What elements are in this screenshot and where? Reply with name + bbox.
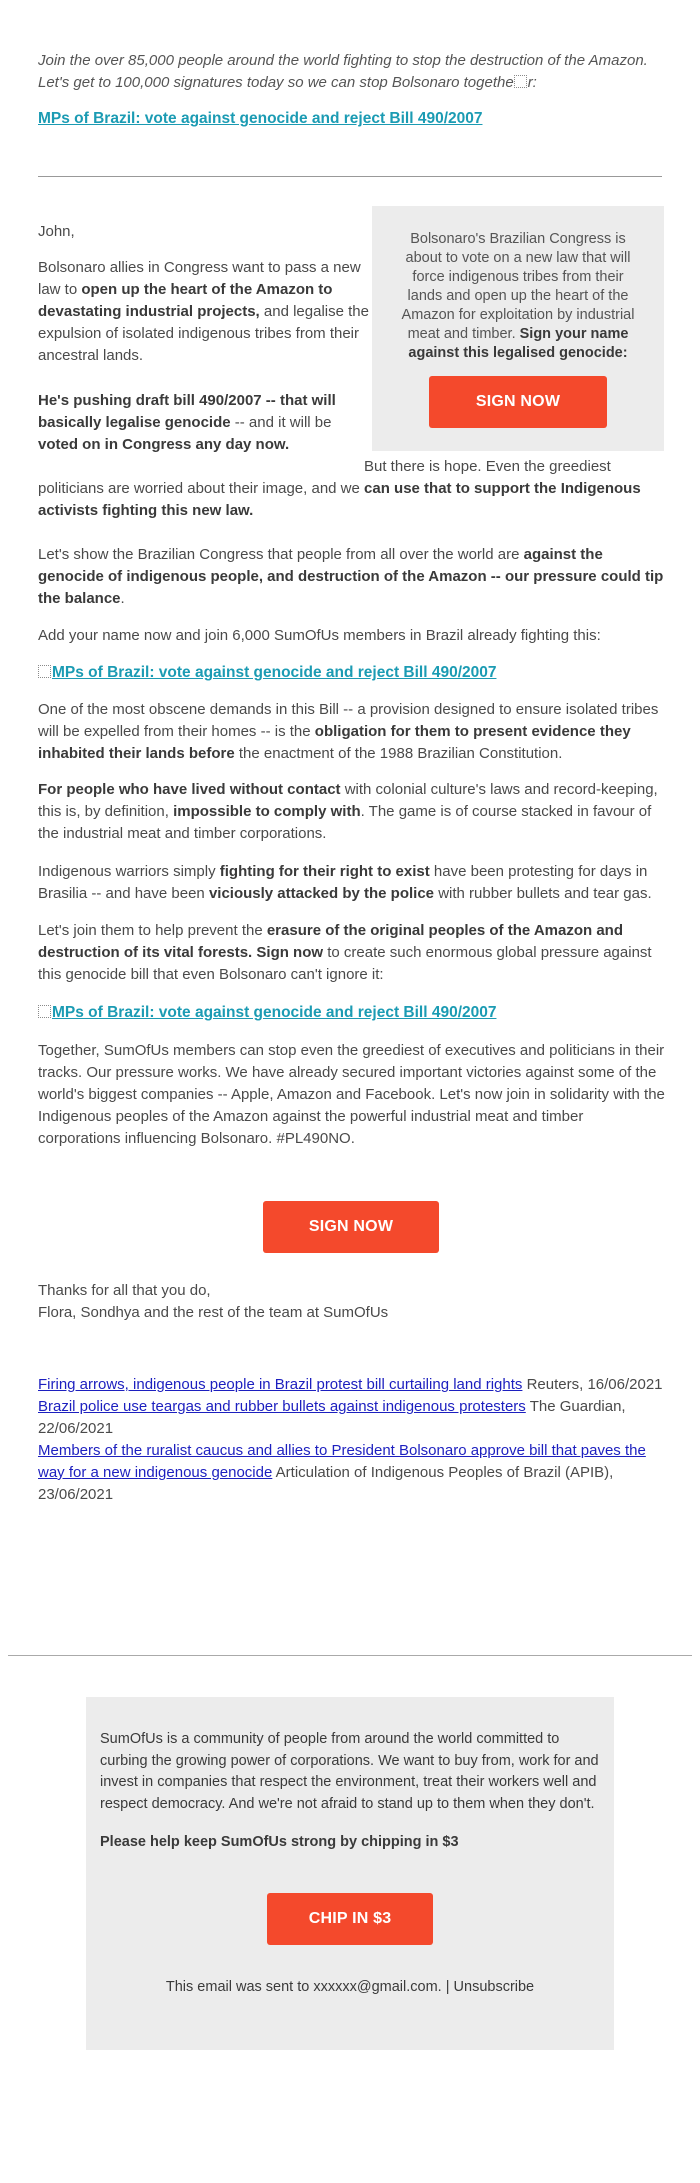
p7-text-c: have been protesting for days in Brasilia -- and have been — [38, 863, 648, 902]
sidebar-bold-text: Sign your name against this legalised genocide: — [408, 326, 629, 361]
chip-in-button[interactable]: CHIP IN $3 — [267, 1893, 433, 1945]
broken-image-icon — [38, 665, 51, 678]
paragraph-7 — [38, 861, 668, 905]
intro-line-2-end: r: — [527, 74, 537, 91]
p3-bold: against the genocide of indigenous people, and destruction of the Amazon -- our pressure could tip the balance — [38, 546, 664, 607]
paragraph-2-part-1 — [38, 390, 364, 456]
footer-box — [86, 1697, 614, 2050]
reference-source: Reuters, 16/06/2021 — [526, 1376, 663, 1393]
p2-bold-e: can use that to support the Indigenous activists fighting this new law. — [38, 480, 641, 519]
intro-line-1: Join the over 85,000 people around the world fighting to stop the destruction of the Amazon. — [38, 52, 648, 69]
intro-line-2 — [38, 72, 668, 94]
recipient-email: xxxxxx@gmail.com. — [313, 1978, 442, 1995]
sidebar-text: Bolsonaro's Brazilian Congress is about to vote on a new law that will force indigenous tribes from their lands and open up the heart of the Amazon for exploitation by industrial meat and timber. — [401, 231, 635, 342]
petition-link-top[interactable]: MPs of Brazil: vote against genocide and reject Bill 490/2007 — [38, 110, 483, 127]
p5-text-a: One of the most obscene demands in this Bill -- a provision designed to ensure isolated tribes will be expelled from their homes -- is the — [38, 701, 659, 740]
p2-bold-a: He's pushing draft bill 490/2007 -- that will basically legalise genocide — [38, 392, 336, 431]
petition-link-3[interactable]: MPs of Brazil: vote against genocide and reject Bill 490/2007 — [52, 1004, 497, 1021]
p8-text-d: to create such enormous global pressure against this genocide bill that even Bolsonaro can't ignore it: — [38, 944, 652, 983]
p1-text-c: and legalise the expulsion of isolated indigenous tribes from their ancestral lands. — [38, 303, 369, 364]
p6-text-d: . The game is of course stacked in favour of the industrial meat and timber corporations. — [38, 803, 652, 842]
broken-image-icon — [38, 1005, 51, 1018]
paragraph-1 — [38, 257, 370, 367]
p7-text-e: with rubber bullets and tear gas. — [438, 885, 652, 902]
paragraph-3 — [38, 544, 668, 610]
sent-prefix: This email was sent to — [165, 1978, 310, 1995]
footer-about: SumOfUs is a community of people from around the world committed to curbing the growing power of corporations. We want to buy from, work for and invest in companies that respect the environment, treat their workers well and respect democracy. And we're not afraid to stand up to them when they don't. — [100, 1731, 599, 1812]
p1-text-a: Bolsonaro allies in Congress want to pass a new law to — [38, 259, 361, 298]
petition-link-3-row — [38, 1002, 668, 1024]
p6-text-b: with colonial culture's laws and record-keeping, this is, by definition, — [38, 781, 658, 820]
unsubscribe-link[interactable]: Unsubscribe — [453, 1978, 535, 1995]
reference-source: Articulation of Indigenous Peoples of Brazil (APIB), 23/06/2021 — [38, 1464, 614, 1503]
thanks-line-2: Flora, Sondhya and the rest of the team at SumOfUs — [38, 1304, 389, 1321]
paragraph-4: Add your name now and join 6,000 SumOfUs members in Brazil already fighting this: — [38, 627, 601, 644]
p5-bold: obligation for them to present evidence they inhabited their lands before — [38, 723, 631, 762]
p7-text-a: Indigenous warriors simply — [38, 863, 216, 880]
p1-bold: open up the heart of the Amazon to devastating industrial projects, — [38, 281, 333, 320]
separator: | — [445, 1978, 450, 1995]
greeting: John, — [38, 223, 75, 240]
reference-link[interactable]: Firing arrows, indigenous people in Brazil protest bill curtailing land rights — [38, 1376, 523, 1393]
p6-bold-c: impossible to comply with — [173, 803, 361, 820]
thanks-line-1: Thanks for all that you do, — [38, 1282, 211, 1299]
references-list — [38, 1374, 668, 1506]
p5-text-c: the enactment of the 1988 Brazilian Constitution. — [238, 745, 563, 762]
p2-text-d: But there is hope. Even the greediest politicians are worried about their image, and we — [38, 458, 611, 497]
reference-link[interactable]: Brazil police use teargas and rubber bullets against indigenous protesters — [38, 1398, 526, 1415]
reference-item — [38, 1440, 668, 1506]
footer-divider — [8, 1655, 692, 1656]
p7-bold-d: viciously attacked by the police — [208, 885, 435, 902]
p3-period: . — [120, 590, 125, 607]
paragraph-5 — [38, 699, 668, 765]
p6-bold-a: For people who have lived without contact — [38, 781, 341, 798]
paragraph-9: Together, SumOfUs members can stop even the greediest of executives and politicians in their tracks. Our pressure works. We have already secured important victories against some of the world's biggest companies -- Apple, Amazon and Facebook. Let's now join in solidarity with the Indigenous peoples of the Amazon against the powerful industrial meat and timber corporations influencing Bolsonaro. #PL490NO. — [38, 1042, 665, 1147]
float-spacer — [38, 456, 364, 478]
paragraph-2-part-2 — [38, 456, 668, 522]
reference-item — [38, 1374, 668, 1396]
paragraph-6 — [38, 779, 668, 845]
intro-text — [38, 50, 668, 94]
intro-line-2-text: Let's get to 100,000 signatures today so we can stop Bolsonaro togethe — [38, 74, 514, 91]
p2-bold-c: voted on in Congress any day now. — [38, 436, 290, 453]
p8-bold-b: erasure of the original peoples of the Amazon and destruction of its vital forests. — [38, 922, 624, 961]
petition-link-2-row — [38, 662, 668, 684]
sign-now-button[interactable]: SIGN NOW — [263, 1201, 439, 1253]
sign-now-button-sidebar[interactable]: SIGN NOW — [429, 376, 607, 428]
p8-text-a: Let's join them to help prevent the — [38, 922, 263, 939]
reference-item — [38, 1396, 668, 1440]
divider — [38, 176, 662, 177]
footer-sent-line — [100, 1977, 600, 1999]
p2-text-b: -- and it will be — [234, 414, 332, 431]
p3-text-a: Let's show the Brazilian Congress that people from all over the world are — [38, 546, 520, 563]
broken-image-icon — [514, 75, 527, 88]
reference-link[interactable]: Members of the ruralist caucus and allies to President Bolsonaro approve bill that paves the way for a new indigenous genocide — [38, 1442, 646, 1481]
petition-link-2[interactable]: MPs of Brazil: vote against genocide and reject Bill 490/2007 — [52, 664, 497, 681]
footer-appeal: Please help keep SumOfUs strong by chipping in $3 — [100, 1834, 459, 1850]
sidebar-callout — [372, 206, 664, 451]
reference-source: The Guardian, 22/06/2021 — [38, 1398, 626, 1437]
p7-bold-b: fighting for their right to exist — [219, 863, 430, 880]
p8-bold-c: Sign now — [256, 944, 324, 961]
paragraph-8 — [38, 920, 668, 986]
